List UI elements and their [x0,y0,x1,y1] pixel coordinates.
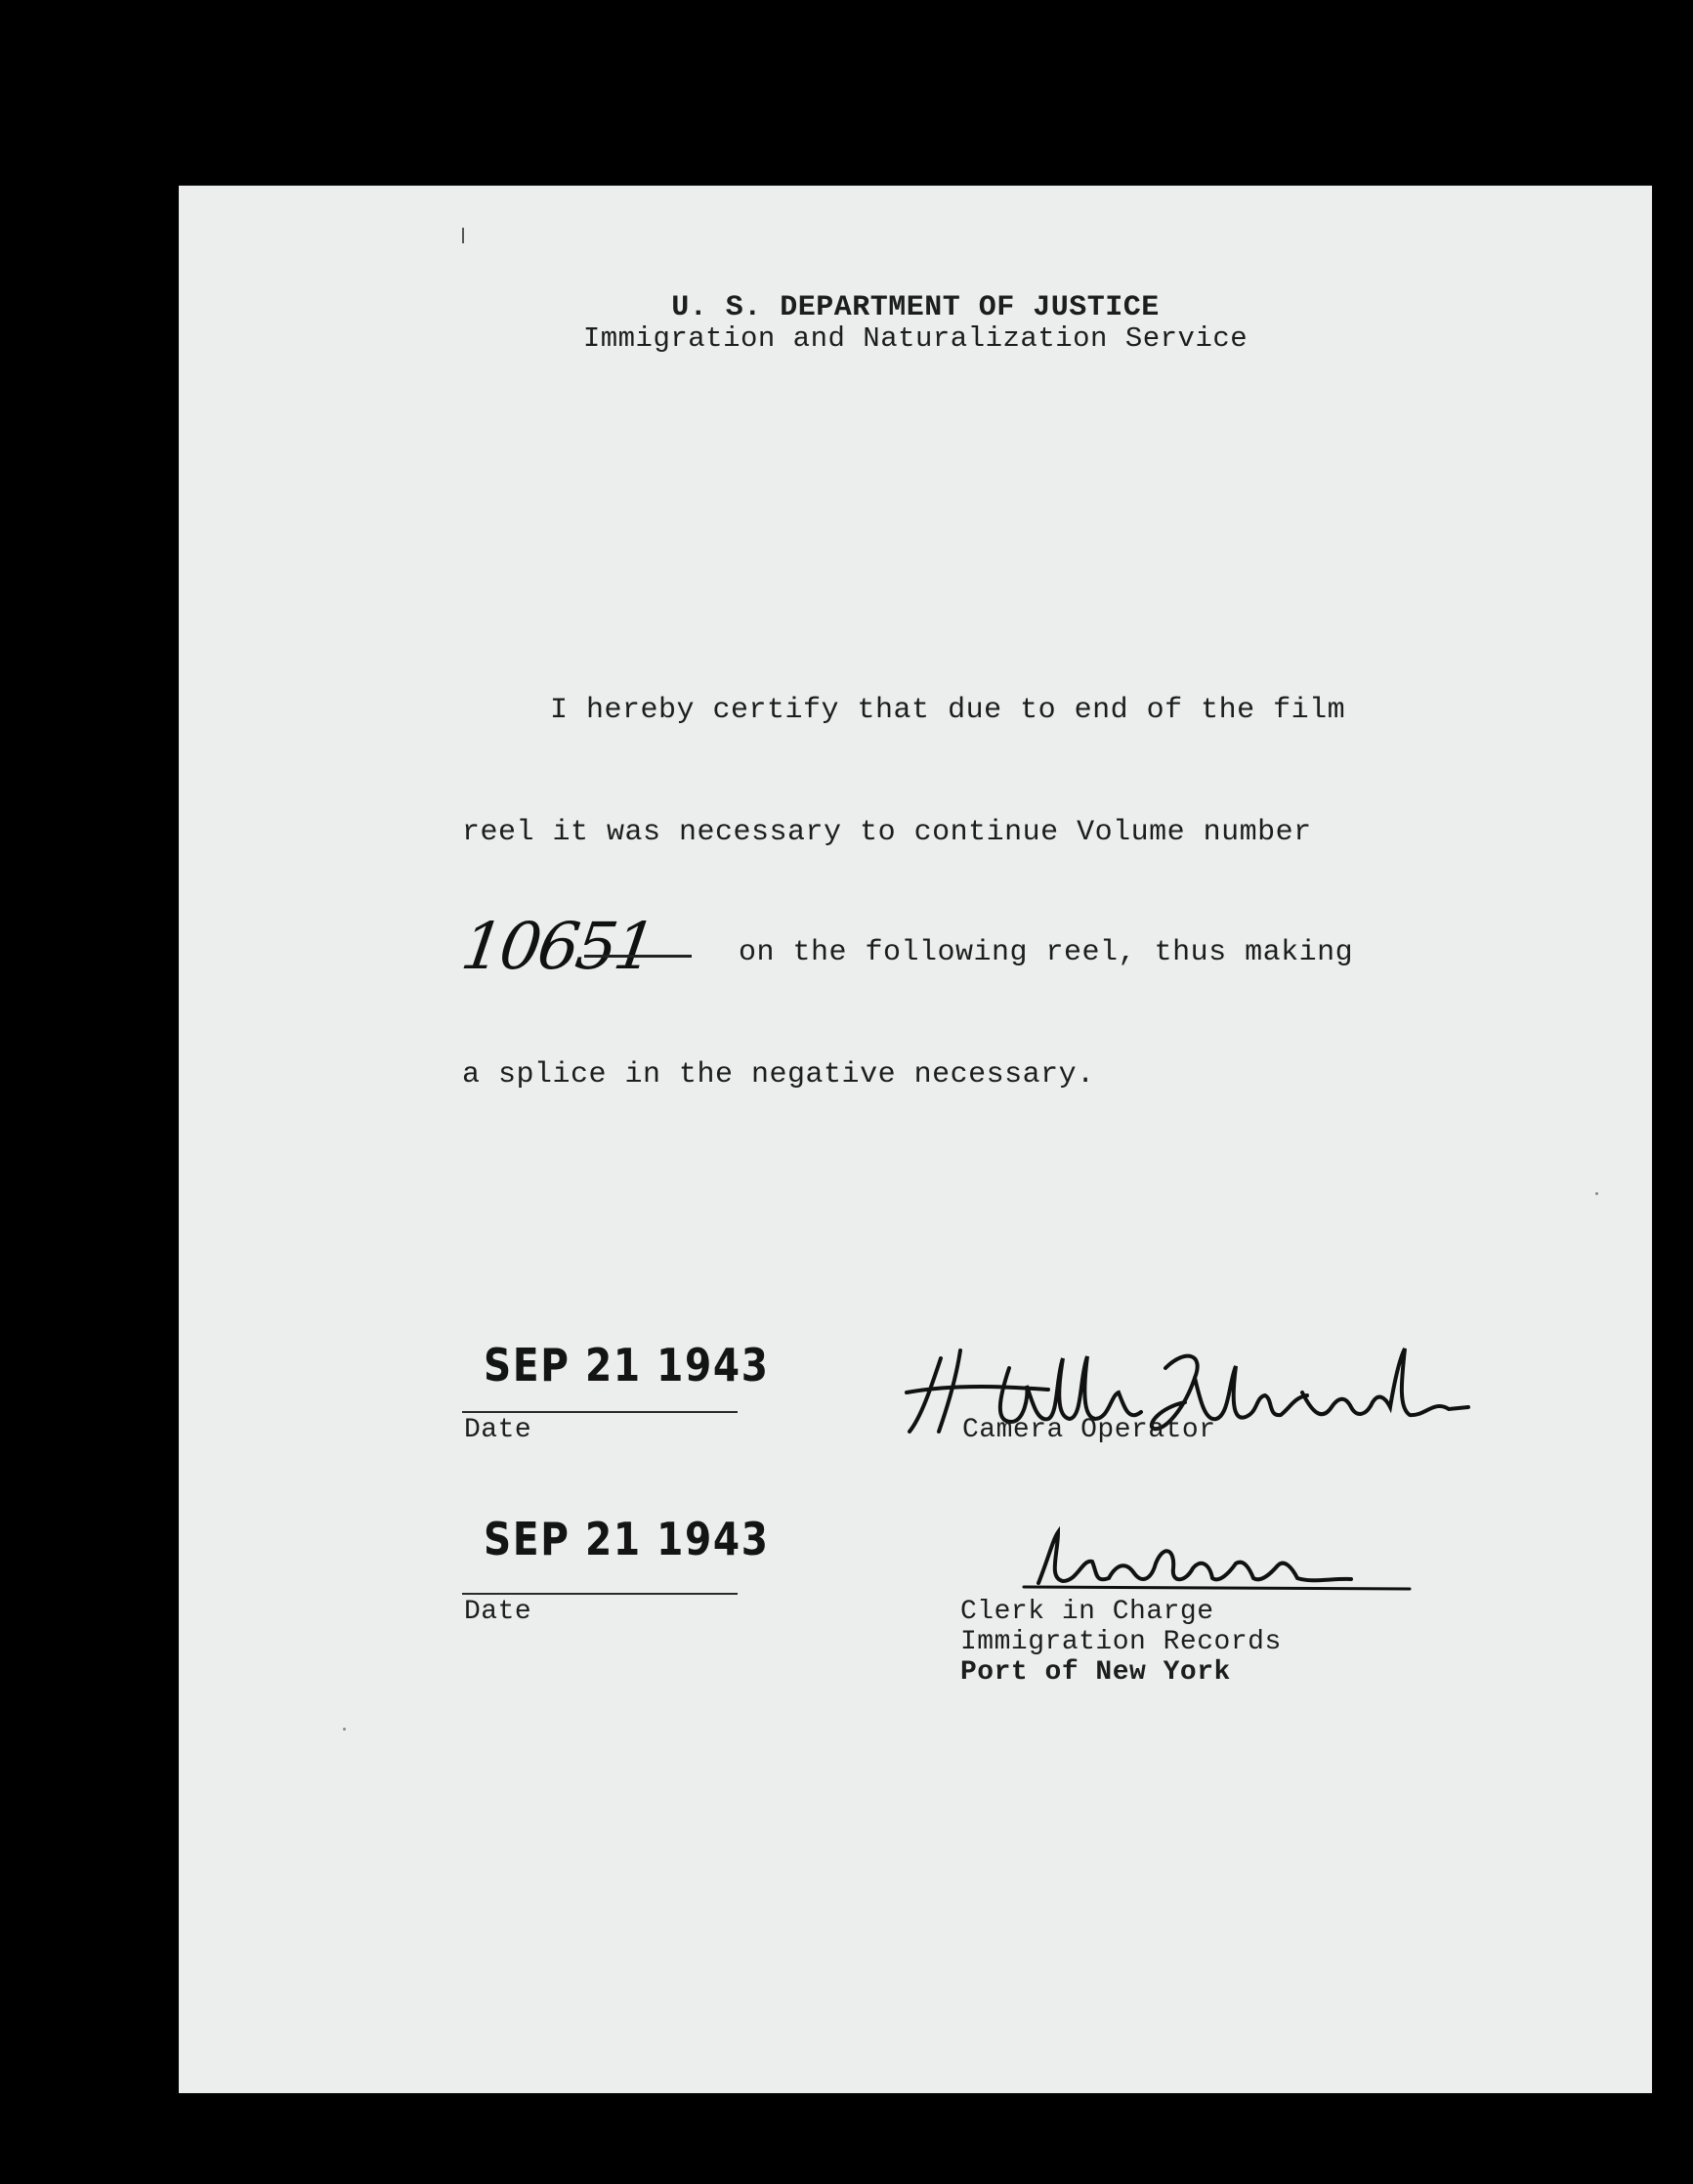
certification-line-1: I hereby certify that due to end of the film [550,694,1346,727]
department-heading: U. S. DEPARTMENT OF JUSTICE [671,291,1160,324]
clerk-in-charge-signature [1019,1524,1429,1603]
clerk-title-line-1: Clerk in Charge [960,1597,1214,1627]
date-stamp-1: SEP 21 1943 [484,1339,770,1392]
pencil-mark [462,228,464,243]
date-label-2: Date [464,1597,532,1627]
date-label-1: Date [464,1415,532,1445]
volume-number-handwritten: 10651 [456,909,658,984]
certification-line-3: on the following reel, thus making [739,936,1354,969]
date-stamp-2: SEP 21 1943 [484,1513,770,1565]
volume-number-underline [584,955,692,958]
clerk-title-line-2: Immigration Records [960,1627,1282,1657]
service-heading: Immigration and Naturalization Service [582,322,1249,355]
clerk-title-line-3: Port of New York [960,1657,1231,1688]
paper-speck [343,1728,346,1731]
date-rule-2 [462,1593,738,1595]
document-page [179,186,1652,2093]
paper-speck [1595,1192,1598,1195]
certification-line-4: a splice in the negative necessary. [462,1058,1095,1092]
certification-line-2: reel it was necessary to continue Volume number [462,816,1312,849]
date-rule-1 [462,1411,738,1413]
camera-operator-label: Camera Operator [962,1415,1216,1445]
